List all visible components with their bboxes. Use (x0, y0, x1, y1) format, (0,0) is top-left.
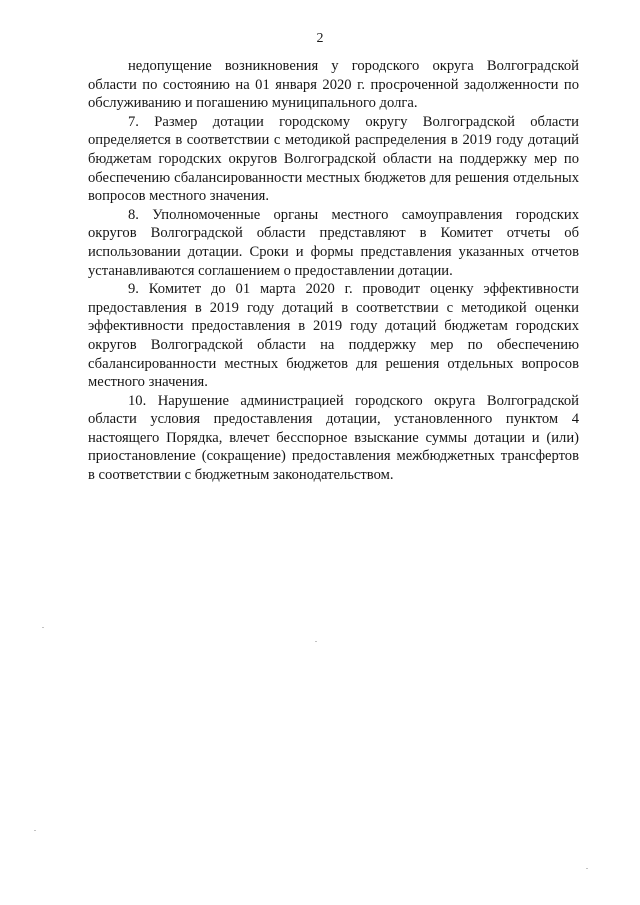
paragraph-item-8: 8. Уполномоченные органы местного самоуправления городских округов Волгоградской области представляют в Комитет отчеты об использовании дотации. Сроки и формы представления указанных отчетов устанавливаются соглашением о предоставлении дотации. (88, 206, 579, 279)
scan-speck (34, 830, 36, 831)
scan-speck (586, 868, 588, 869)
paragraph-item-7: 7. Размер дотации городскому округу Волгоградской области определяется в соответствии с методикой распределения в 2019 году дотаций бюджетам городских округов Волгоградской области на поддержку мер по обеспечению сбалансированности местных бюджетов для решения отдельных вопросов местного значения. (88, 113, 579, 205)
scan-speck (42, 627, 44, 628)
page-number: 2 (316, 31, 324, 46)
paragraph-item-10: 10. Нарушение администрацией городского округа Волгоградской области условия предоставления дотации, установленного пунктом 4 настоящего Порядка, влечет бесспорное взыскание суммы дотации и (или) приостановление (сокращение) предоставления межбюджетных трансфертов в соответствии с бюджетным законодательством. (88, 392, 579, 484)
paragraph-item-9: 9. Комитет до 01 марта 2020 г. проводит оценку эффективности предоставления в 2019 году дотаций в соответствии с методикой оценки эффективности предоставления в 2019 году дотаций бюджетам городских округов Волгоградской области на поддержку мер по обеспечению сбалансированности местных бюджетов для решения отдельных вопросов местного значения. (88, 281, 579, 391)
scan-speck (315, 641, 317, 642)
document-body (88, 57, 579, 485)
paragraph-continuation: недопущение возникновения у городского округа Волгоградской области по состоянию на 01 января 2020 г. просроченной задолженности по обслуживанию и погашению муниципального долга. (88, 58, 579, 112)
